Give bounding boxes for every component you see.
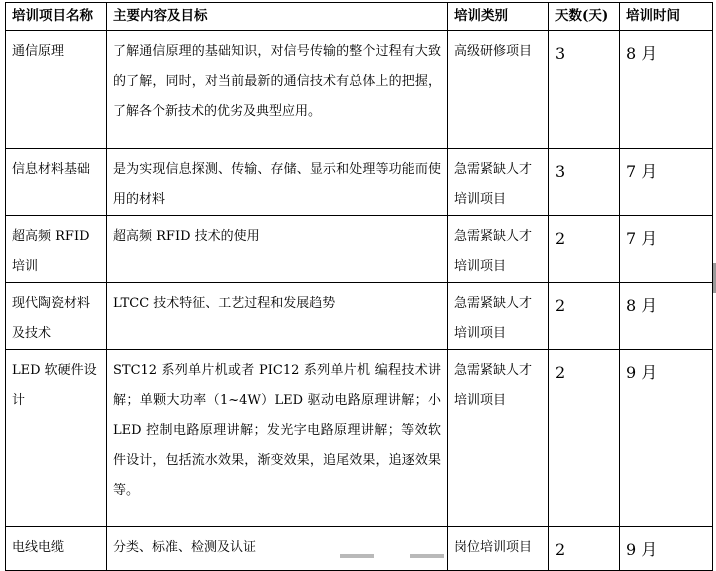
- table-row: [6, 283, 713, 350]
- time-cell: 8 月: [620, 31, 713, 149]
- content-cell: STC12 系列单片机或者 PIC12 系列单片机 编程技术讲解；单颗大功率（1~4W）LED 驱动电路原理讲解；小 LED 控制电路原理讲解；发光字电路原理讲解；等效软件设计，包括流水效果，渐变效果，追尾效果，追逐效果等。: [107, 350, 448, 527]
- page-edge-mark: [340, 554, 374, 558]
- header-category: 培训类别: [448, 3, 549, 31]
- category-cell: 急需紧缺人才培训项目: [448, 216, 549, 283]
- content-cell: 分类、标准、检测及认证: [107, 527, 448, 571]
- category-cell: 急需紧缺人才培训项目: [448, 350, 549, 527]
- days-cell: 3: [549, 31, 620, 149]
- content-cell: LTCC 技术特征、工艺过程和发展趋势: [107, 283, 448, 350]
- header-days: 天数(天): [549, 3, 620, 31]
- project-name-cell: 信息材料基础: [6, 149, 107, 216]
- header-row: [6, 3, 713, 31]
- training-table: [5, 2, 713, 571]
- project-name-cell: 通信原理: [6, 31, 107, 149]
- time-cell: 9 月: [620, 350, 713, 527]
- header-time: 培训时间: [620, 3, 713, 31]
- header-content: 主要内容及目标: [107, 3, 448, 31]
- project-name-cell: 超高频 RFID 培训: [6, 216, 107, 283]
- time-cell: 8 月: [620, 283, 713, 350]
- days-cell: 2: [549, 216, 620, 283]
- time-cell: 7 月: [620, 149, 713, 216]
- content-cell: 超高频 RFID 技术的使用: [107, 216, 448, 283]
- table-row: [6, 216, 713, 283]
- table-row: [6, 350, 713, 527]
- project-name-cell: 电线电缆: [6, 527, 107, 571]
- days-cell: 3: [549, 149, 620, 216]
- category-cell: 岗位培训项目: [448, 527, 549, 571]
- category-cell: 急需紧缺人才培训项目: [448, 283, 549, 350]
- time-cell: 7 月: [620, 216, 713, 283]
- time-cell: 9 月: [620, 527, 713, 571]
- project-name-cell: LED 软硬件设计: [6, 350, 107, 527]
- content-cell: 是为实现信息探测、传输、存储、显示和处理等功能而使用的材料: [107, 149, 448, 216]
- days-cell: 2: [549, 283, 620, 350]
- category-cell: 高级研修项目: [448, 31, 549, 149]
- table-row: [6, 31, 713, 149]
- days-cell: 2: [549, 527, 620, 571]
- table-row: [6, 149, 713, 216]
- project-name-cell: 现代陶瓷材料及技术: [6, 283, 107, 350]
- page-edge-mark: [410, 554, 444, 558]
- table-row: [6, 527, 713, 571]
- days-cell: 2: [549, 350, 620, 527]
- category-cell: 急需紧缺人才培训项目: [448, 149, 549, 216]
- content-cell: 了解通信原理的基础知识，对信号传输的整个过程有大致的了解，同时，对当前最新的通信技术有总体上的把握，了解各个新技术的优劣及典型应用。: [107, 31, 448, 149]
- header-project-name: 培训项目名称: [6, 3, 107, 31]
